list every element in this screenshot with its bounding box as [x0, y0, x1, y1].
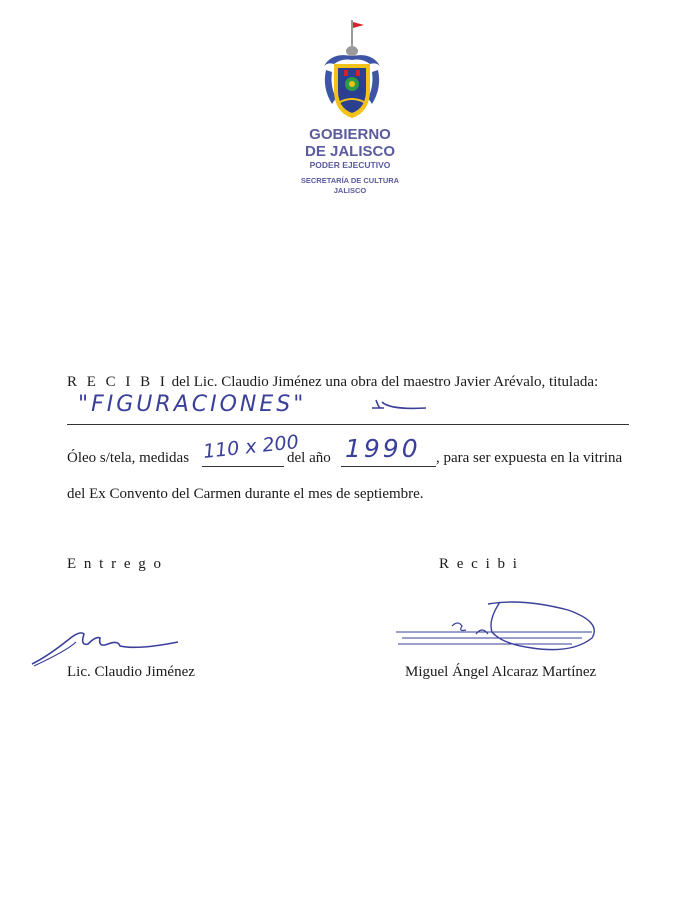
receipt-statement — [67, 374, 598, 391]
letterhead-line-secretaria: SECRETARÍA DE CULTURA — [300, 176, 400, 185]
letterhead-line-jalisco-small: JALISCO — [333, 186, 367, 195]
right-signatory-name: Miguel Ángel Alcaraz Martínez — [405, 664, 597, 680]
year-underline — [341, 466, 436, 467]
entrego-label: E n t r e g o — [67, 556, 163, 572]
year-handwritten: 1990 — [345, 434, 421, 463]
letterhead-line-poder-ejecutivo: PODER EJECUTIVO — [309, 160, 391, 170]
exhibit-location-text: del Ex Convento del Carmen durante el mes de septiembre. — [67, 486, 424, 502]
jalisco-coat-of-arms-icon — [318, 18, 386, 126]
measures-handwritten: 110 x 200 — [202, 431, 300, 463]
left-signatory-name: Lic. Claudio Jiménez — [67, 664, 195, 680]
left-handwritten-signature — [28, 620, 188, 670]
letterhead-line-jalisco: DE JALISCO — [304, 143, 395, 160]
recibi-label: R E C I B I — [67, 374, 168, 390]
title-underline — [67, 424, 629, 425]
exhibit-purpose-text: , para ser expuesta en la vitrina — [436, 450, 623, 466]
right-handwritten-signature — [392, 596, 612, 660]
measures-underline — [202, 466, 284, 467]
artwork-title-handwritten: "FIGURACIONES" — [78, 392, 307, 417]
year-label: del año — [287, 450, 331, 466]
recibi-signature-label: R e c i b i — [439, 556, 519, 572]
title-flourish-mark — [370, 398, 430, 412]
letterhead-line-gobierno: GOBIERNO — [309, 126, 391, 143]
receipt-statement-rest: del Lic. Claudio Jiménez una obra del maestro Javier Arévalo, titulada: — [171, 374, 599, 390]
medium-label: Óleo s/tela, medidas — [67, 450, 190, 466]
